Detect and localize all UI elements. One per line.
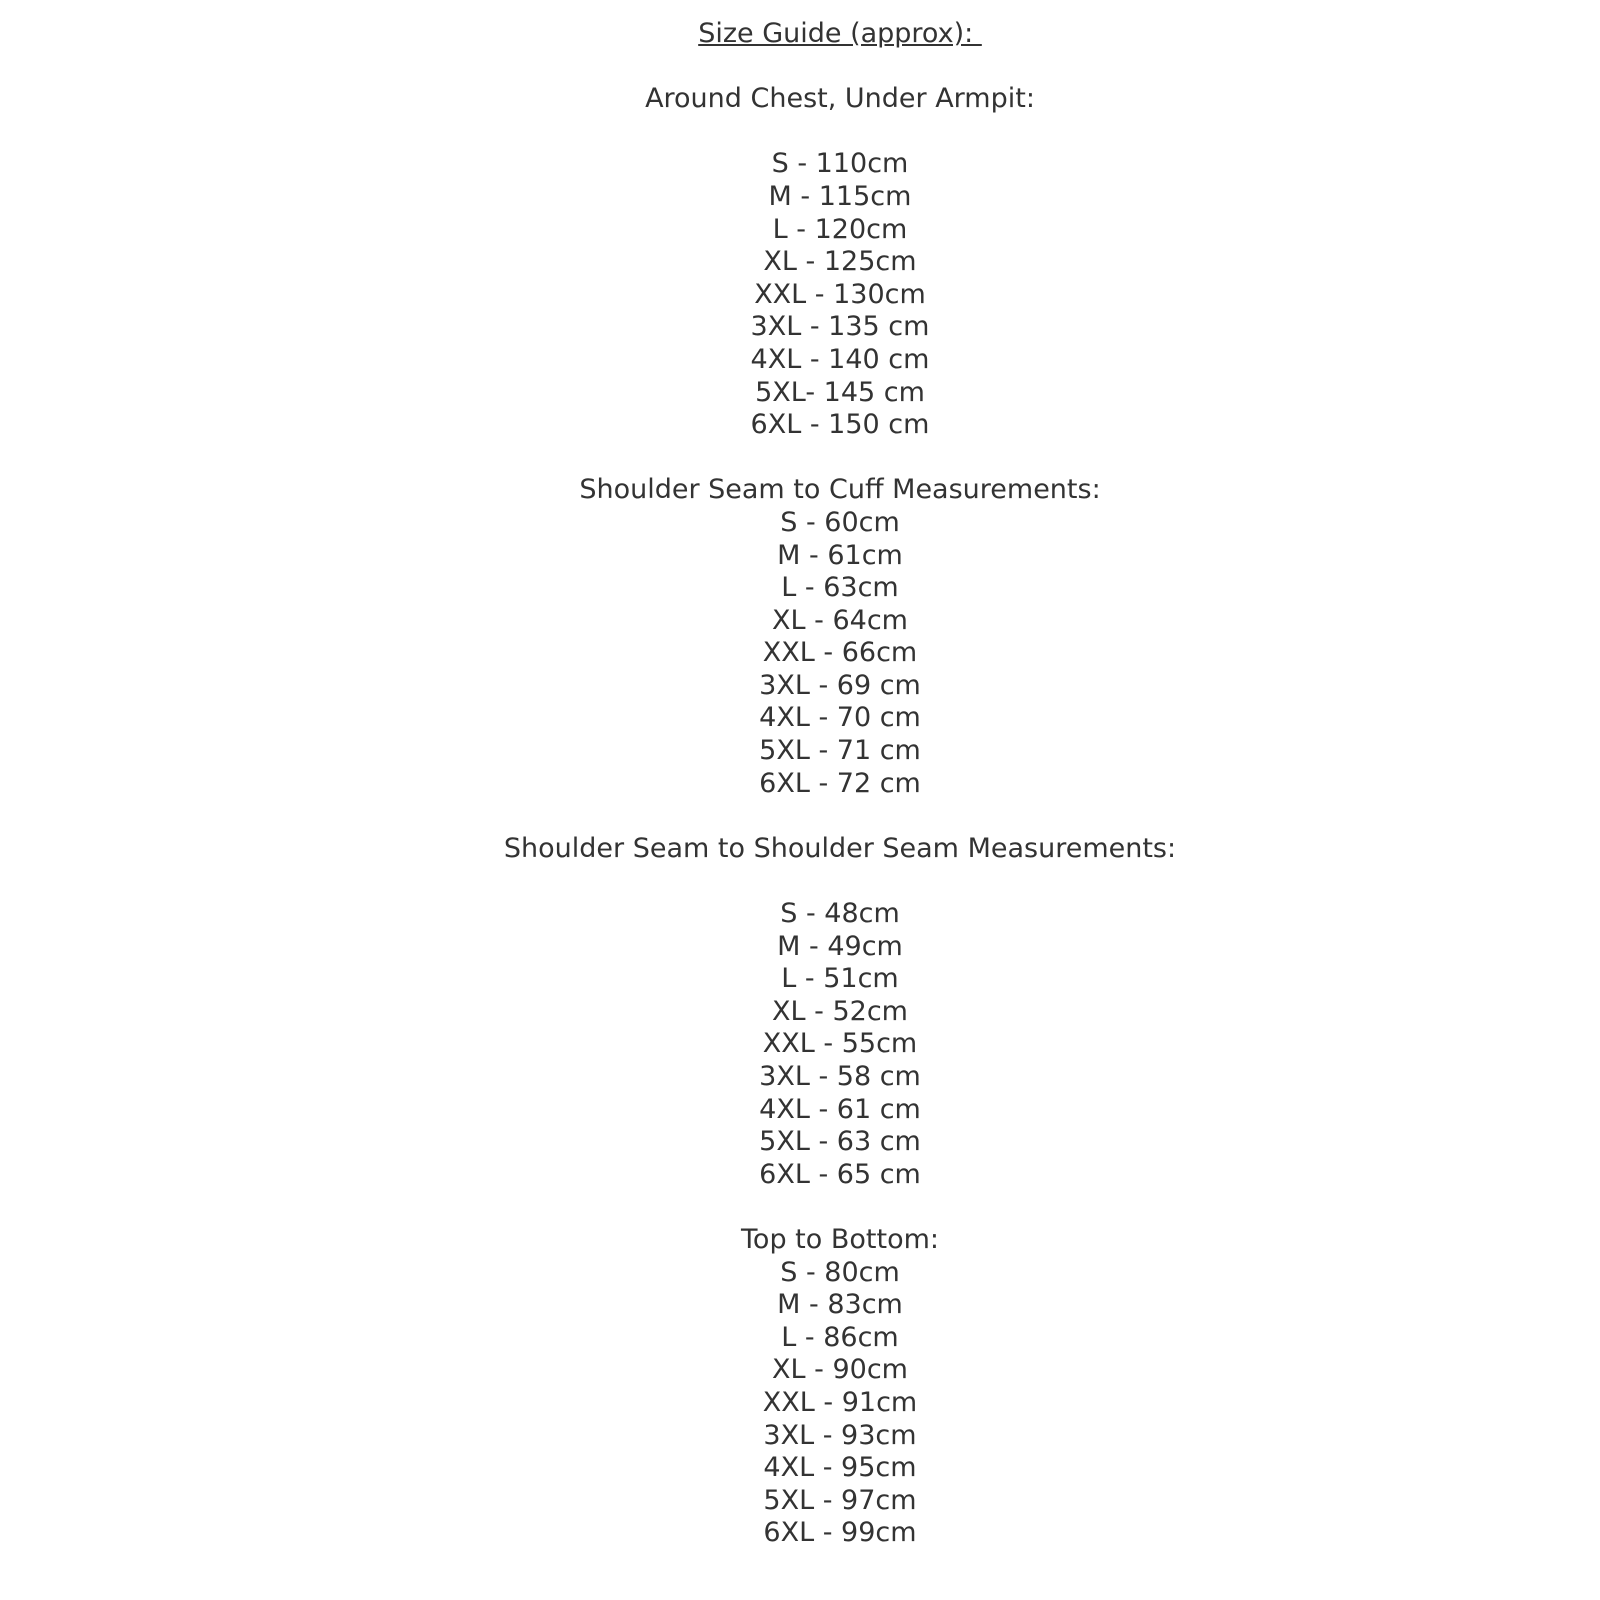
size-entry: L - 86cm: [781, 1321, 899, 1353]
spacer: [80, 1191, 1600, 1224]
size-entry: 4XL - 95cm: [763, 1452, 917, 1484]
size-entry: M - 61cm: [777, 539, 903, 571]
size-entry: L - 63cm: [781, 572, 899, 604]
size-entry: 5XL - 97cm: [763, 1484, 917, 1516]
spacer: [80, 51, 1600, 84]
size-entry: 6XL - 65 cm: [759, 1158, 921, 1190]
spacer: [80, 116, 1600, 149]
size-entry: XL - 125cm: [763, 246, 917, 278]
size-entry: 4XL - 70 cm: [759, 702, 921, 734]
spacer: [80, 442, 1600, 475]
size-entry: S - 48cm: [780, 898, 900, 930]
size-entry: 6XL - 72 cm: [759, 767, 921, 799]
size-entry: 6XL - 150 cm: [750, 409, 930, 441]
size-entry: L - 120cm: [772, 213, 908, 245]
size-entry: XXL - 130cm: [754, 278, 926, 310]
size-entry: 6XL - 99cm: [763, 1517, 917, 1549]
size-entry: S - 80cm: [780, 1256, 900, 1288]
size-entry: XL - 52cm: [772, 995, 908, 1027]
section-heading-seam-to-cuff: Shoulder Seam to Cuff Measurements:: [579, 474, 1101, 506]
size-entry: M - 83cm: [777, 1289, 903, 1321]
size-entry: XL - 90cm: [772, 1354, 908, 1386]
size-entry: 3XL - 69 cm: [759, 669, 921, 701]
size-entry: S - 60cm: [780, 506, 900, 538]
size-entry: 5XL - 71 cm: [759, 735, 921, 767]
section-heading-seam-to-seam: Shoulder Seam to Shoulder Seam Measurements:: [503, 832, 1177, 864]
size-entry: 3XL - 58 cm: [759, 1061, 921, 1092]
size-entry: 4XL - 140 cm: [750, 343, 930, 375]
size-entry: M - 49cm: [777, 930, 903, 962]
size-entry: M - 115cm: [768, 180, 912, 212]
size-entry: XXL - 55cm: [762, 1028, 918, 1060]
size-entry: 5XL - 63 cm: [759, 1126, 921, 1158]
spacer: [80, 800, 1600, 833]
size-entry: S - 110cm: [771, 148, 909, 180]
section-heading-around-chest: Around Chest, Under Armpit:: [645, 83, 1035, 115]
spacer: [80, 865, 1600, 898]
size-entry: XXL - 91cm: [762, 1386, 918, 1418]
size-entry: XL - 64cm: [772, 604, 908, 636]
size-entry: 3XL - 135 cm: [750, 311, 930, 343]
section-heading-top-to-bottom: Top to Bottom:: [741, 1223, 939, 1255]
size-entry: L - 51cm: [781, 963, 899, 995]
size-entry: 5XL- 145 cm: [755, 376, 925, 408]
size-entry: XXL - 66cm: [762, 637, 918, 669]
size-entry: 3XL - 93cm: [763, 1419, 917, 1451]
size-entry: 4XL - 61 cm: [759, 1093, 921, 1125]
size-guide-title: Size Guide (approx):: [698, 18, 982, 49]
